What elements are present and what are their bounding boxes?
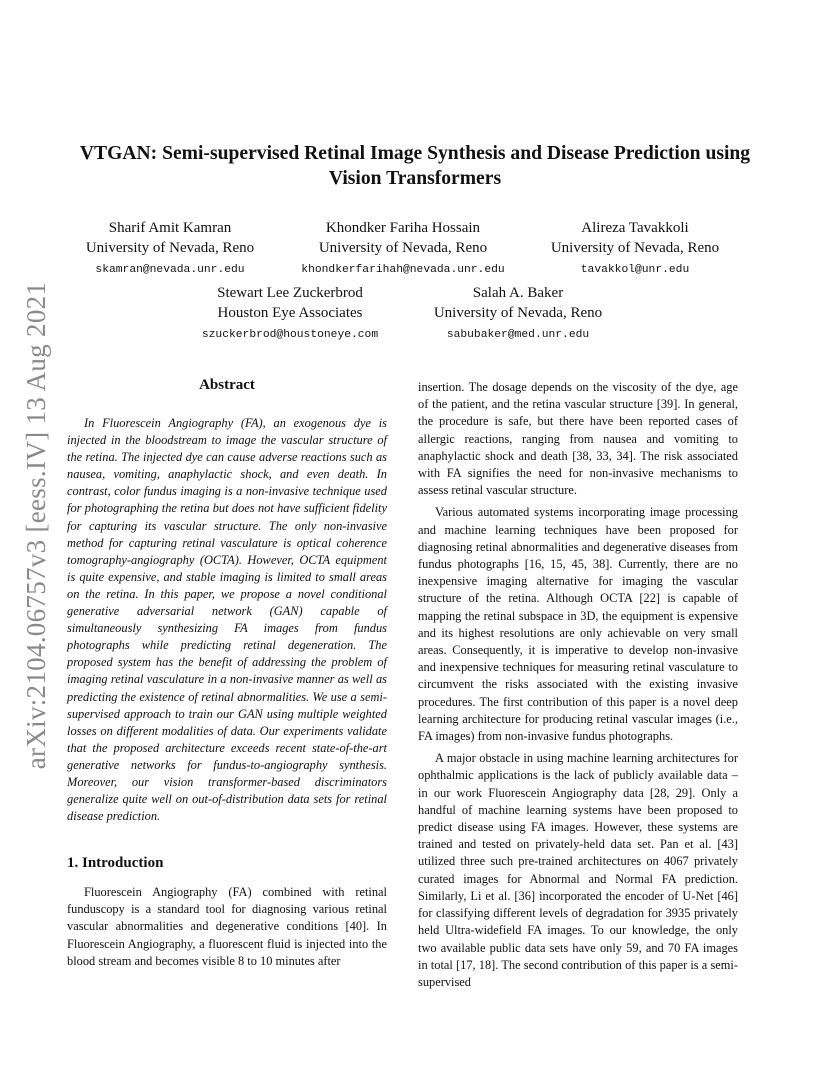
author-name: Khondker Fariha Hossain (325, 220, 481, 236)
author-name: Salah A. Baker (472, 285, 564, 301)
author-affiliation: University of Nevada, Reno (550, 239, 720, 256)
intro-paragraph: Fluorescein Angiography (FA) combined with retinal funduscopy is a standard tool for diagnosing various retinal vascular abnormalities and degenerative conditions [40]. In Fluorescein Angiography, a fluorescent fluid is injected into the blood stream and becomes visible 8 to 10 minutes after (67, 885, 387, 968)
author-block (420, 284, 616, 346)
author-block (70, 219, 270, 281)
author-affiliation: University of Nevada, Reno (433, 304, 603, 321)
author-affiliation: Houston Eye Associates (217, 304, 363, 321)
author-email: skamran@nevada.unr.edu (95, 264, 245, 276)
arxiv-stamp (22, 280, 52, 770)
arxiv-stamp-text: arXiv:2104.06757v3 [eess.IV] 13 Aug 2021 (21, 281, 52, 769)
section-heading: 1. Introduction (67, 855, 164, 871)
author-name: Sharif Amit Kamran (108, 220, 232, 236)
intro-left-column (67, 884, 387, 970)
author-name: Stewart Lee Zuckerbrod (217, 285, 363, 301)
author-block (289, 219, 517, 281)
abstract-text: In Fluorescein Angiography (FA), an exogenous dye is injected in the bloodstream to image the vascular structure of the retina. The injected dye can cause adverse reactions such as nausea, vomiting, anaphylactic shock, and even death. In contrast, color fundus imaging is a non-invasive technique used for photographing the retina but does not have sufficient fidelity for capturing its vascular structure. The only non-invasive method for capturing retinal vasculature is optical coherence tomography-angiography (OCTA). However, OCTA equipment is quite expensive, and stable imaging is limited to small areas on the retina. In this paper, we propose a novel conditional generative adversarial network (GAN) capable of simultaneously synthesizing FA images from fundus photographs while predicting retinal degeneration. The proposed system has the benefit of addressing the problem of imaging retinal vasculature in a non-invasive manner as well as predicting the existence of retinal abnormalities. We use a semi-supervised approach to train our GAN using multiple weighted losses on different modalities of data. Our experiments validate that the proposed architecture exceeds recent state-of-the-art generative networks for fundus-to-angiography synthesis. Moreover, our vision transformer-based discriminators generalize quite well on out-of-distribution data sets for retinal disease prediction. (67, 416, 387, 824)
author-affiliation: University of Nevada, Reno (318, 239, 488, 256)
author-block (540, 219, 730, 281)
author-email: sabubaker@med.unr.edu (446, 329, 590, 341)
author-email: khondkerfarihah@nevada.unr.edu (301, 264, 505, 276)
author-email: tavakkol@unr.edu (580, 264, 690, 276)
abstract-heading: Abstract (199, 377, 255, 393)
body-paragraph: Various automated systems incorporating image processing and machine learning techniques have been proposed for diagnosing retinal abnormalities and degenerative diseases from fundus photographs [16, 15, 45, 38]. Currently, there are no inexpensive imaging alternative for imaging the vascular structure of the retina. Although OCTA [22] is capable of mapping the retinal subspace in 3D, the equipment is expensive and its highest resolutions are only achievable on very small areas. Consequently, it is imperative to develop non-invasive and inexpensive techniques for measuring retinal vasculature to circumvent the risks associated with the existing invasive procedures. The first contribution of this paper is a novel deep learning architecture for producing retinal vascular images (i.e., FA images) from non-invasive fundus photographs. (418, 505, 738, 744)
body-paragraph: insertion. The dosage depends on the viscosity of the dye, age of the patient, and the retina vascular structure [39]. In general, the procedure is safe, but there have been reported cases of allergic reactions, ranging from nausea and vomiting to anaphylactic shock and death [38, 33, 34]. The risk associated with FA signifies the need for non-invasive mechanisms to assess retinal vascular structure. (418, 380, 738, 498)
author-block (190, 284, 390, 346)
author-email: szuckerbrod@houstoneye.com (201, 329, 379, 341)
body-paragraph: A major obstacle in using machine learning architectures for ophthalmic applications is the lack of publicly available data – in our work Fluorescein Angiography data [28, 29]. Only a handful of machine learning systems have been proposed to predict disease using FA images. However, these systems are trained and tested on privately-held data set. Pan et al. [43] utilized three such pre-trained architectures on 4067 privately curated images for Abnormal and Normal FA prediction. Similarly, Li et al. [36] incorporated the encoder of U-Net [46] for classifying different levels of degradation for 3935 privately held Ultra-widefield FA images. To our knowledge, the only two available public data sets have only 59, and 70 FA images in total [17, 18]. The second contribution of this paper is a semi-supervised (418, 751, 738, 989)
author-name: Alireza Tavakkoli (581, 220, 689, 236)
paper-title: VTGAN: Semi-supervised Retinal Image Synthesis and Disease Prediction using Vision Transformers (79, 143, 751, 189)
abstract-body (67, 415, 387, 825)
author-affiliation: University of Nevada, Reno (85, 239, 255, 256)
right-column (418, 379, 738, 996)
